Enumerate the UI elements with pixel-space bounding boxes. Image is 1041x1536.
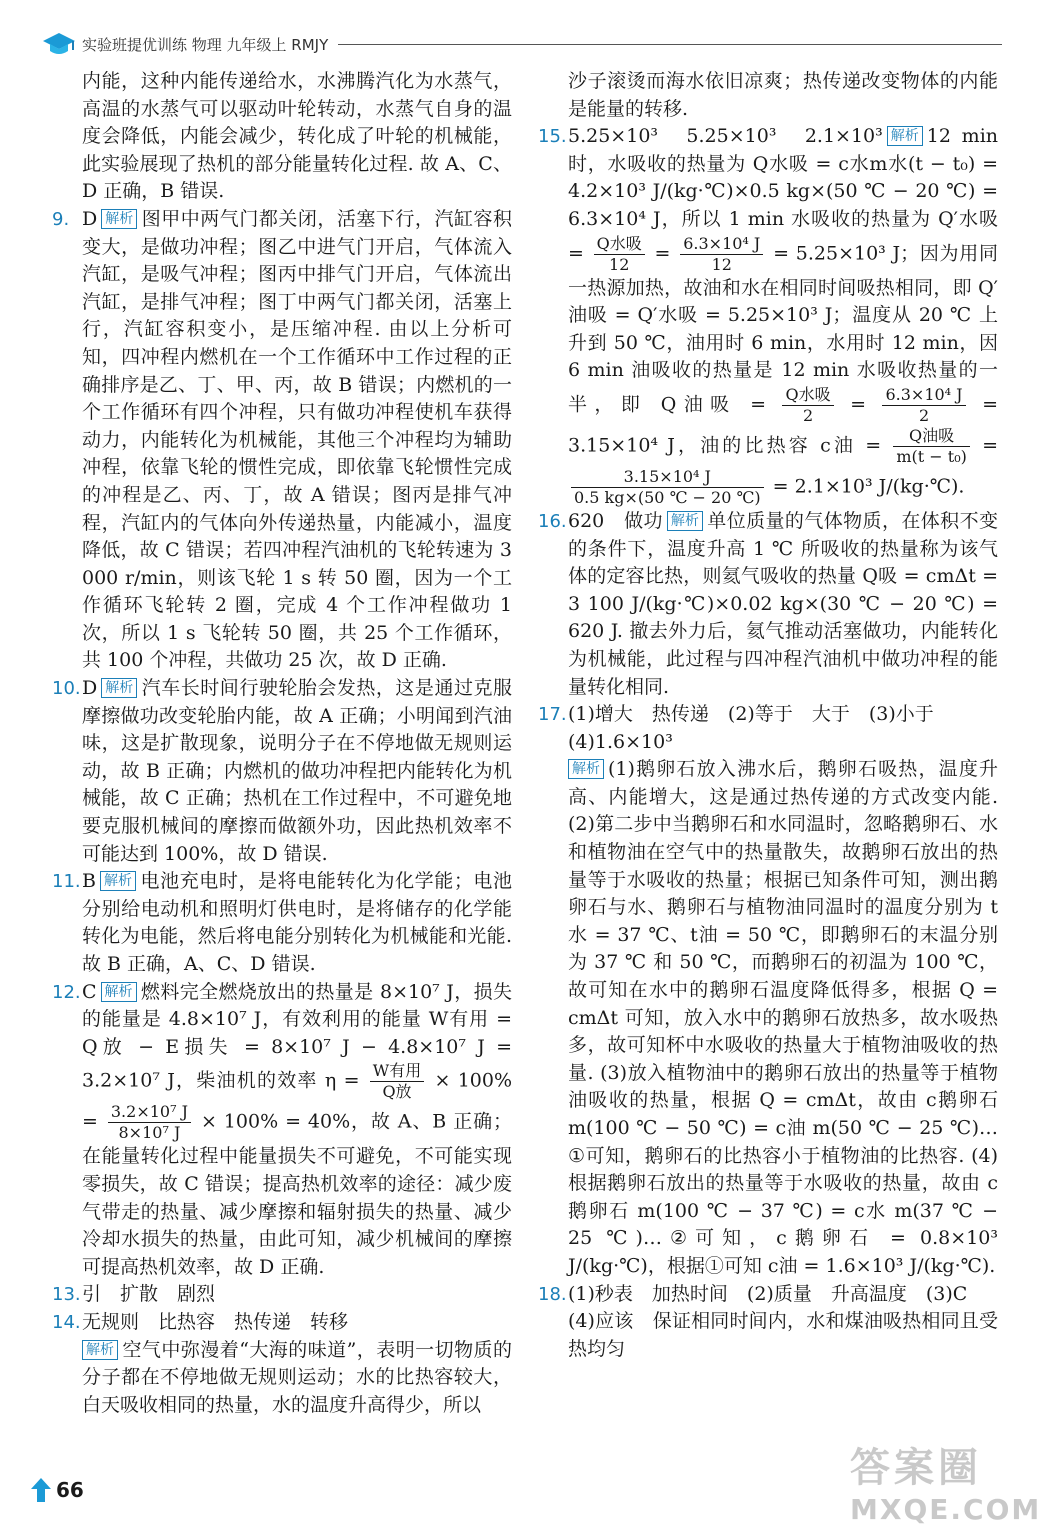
analysis-text: = 5.25×10³ J；因为用同一热源加热，故油和水在相同时间吸热相同，即 Q′油吸 = Q′水吸 = 5.25×10³ J；温度从 20 ℃ 上升到 50 ℃，油用时 6 min，水用时 12 min，因 6 min 油吸收的热量是 12 min 水吸收热量的一半，即 Q油吸 = [568,242,998,416]
answer-item-15 [538,123,998,508]
analysis-text: 空气中弥漫着“大海的味道”，表明一切物质的分子都在不停地做无规则运动；水的比热容较大，白天吸收相同的热量，水的温度升高得少，所以 [82,1338,512,1416]
item-number: 17. [538,704,567,726]
equals-sign: = [982,434,998,457]
analysis-text: = 3.15×10⁴ J，油的比热容 c油 = [568,393,998,457]
item-number: 14. [52,1311,81,1333]
answer-line: (1)秒表 加热时间 (2)质量 升高温度 (3)C [568,1282,968,1305]
answer: C [82,980,97,1003]
q8-continuation: 内能，这种内能传递给水，水沸腾汽化为水蒸气，高温的水蒸气可以驱动叶轮转动，水蒸气自身的温度会降低，内能会减少，转化成了叶轮的机械能，此实验展现了热机的部分能量转化过程. 故 A、C、D 正确，B 错误. [82,70,512,203]
analysis-text: 汽车长时间行驶轮胎会发热，这是通过克服摩擦做功改变轮胎内能，故 A 正确；小明闻到汽油味，这是扩散现象，说明分子在不停地做无规则运动，故 B 正确；内燃机的做功冲程把内能转化为机械能，故 C 正确；热机在工作过程中，不可避免地要克服机械间的摩擦而做额外功，因此热机效率不可能达到 100%，故 D 错误. [82,677,512,865]
item-number: 15. [538,126,567,148]
analysis-tag: 解析 [568,759,604,779]
analysis-tag: 解析 [101,982,137,1002]
answer-item-17 [538,701,998,1280]
watermark-url: MXQE.COM [850,1493,1041,1526]
analysis-text: (1)鹅卵石放入沸水后，鹅卵石吸热，温度升高、内能增大，这是通过热传递的方式改变内能. (2)第二步中当鹅卵石和水同温时，忽略鹅卵石、水和植物油在空气中的热量散失，故鹅卵石放出的热量等于水吸收的热量；根据已知条件可知，测出鹅卵石与水、鹅卵石与植物油同温时的温度分别为 t水 = 37 ℃、t油 = 50 ℃，即鹅卵石的末温分别为 37 ℃ 和 50 ℃，而鹅卵石的初温为 100 ℃，故可知在水中的鹅卵石温度降低得多，根据 Q = cmΔt 可知，放入水中的鹅卵石放热多，故水吸热多，故可知杯中水吸收的热量大于植物油吸收的热量. (3)放入植物油中的鹅卵石放出的热量等于植物油吸收的热量，根据 Q = cmΔt，故由 c鹅卵石 m(100 ℃ − 50 ℃) = c油 m(50 ℃ − 25 ℃)…①可知，鹅卵石的比热容小于植物油的比热容. (4)根据鹅卵石放出的热量等于水吸收的热量，故由 c鹅卵石 m(100 ℃ − 37 ℃) = c水 m(37 ℃ − 25 ℃)…②可知，c鹅卵石 = 0.8×10³ J/(kg·℃)，根据①可知 c油 = 1.6×10³ J/(kg·℃). [568,758,998,1277]
item-number: 12. [52,981,81,1003]
answer-item-12 [52,979,512,1282]
analysis-text: 单位质量的气体物质，在体积不变的条件下，温度升高 1 ℃ 所吸收的热量称为该气体的定容比热，则氦气吸收的热量 Q吸 = cmΔt = 3 100 J/(kg·℃)×0.02 kg×(30 ℃ − 20 ℃) = 620 J. 撤去外力后，氦气推动活塞做功，内能转化为机械能，此过程与四冲程汽油机中做功冲程的能量转化相同. [568,509,998,698]
equals-sign: = [850,393,866,416]
page-number-text: 66 [56,1478,84,1502]
fraction: $\frac{\text{Q油吸}}{\text{m(t − t₀)}}$ [893,426,970,467]
analysis-tag: 解析 [101,209,137,229]
answer-item-13 [52,1281,512,1309]
watermark-logo [850,1436,1041,1531]
analysis-tag: 解析 [82,1340,118,1360]
answer: 无规则 比热容 热传递 转移 [82,1310,349,1333]
answer-item-11 [52,868,512,978]
page-number [30,1474,84,1506]
answer-item-10 [52,675,512,868]
item-number: 9. [52,208,70,230]
analysis-tag: 解析 [667,511,703,531]
analysis-text: 图甲中两气门都关闭，活塞下行，汽缸容积变大，是做功冲程；图乙中进气门开启，气体流入汽缸，是吸气冲程；图丙中排气门开启，气体流出汽缸，是排气冲程；图丁中两气门都关闭，活塞上行，汽缸容积变小，是压缩冲程. 由以上分析可知，四冲程内燃机在一个工作循环中工作过程的正确排序是乙、丁、甲、丙，故 B 错误；内燃机的一个工作循环有四个冲程，只有做功冲程使机车获得动力，内能转化为机械能，其他三个冲程均为辅助冲程，依靠飞轮的惯性完成，即依靠飞轮惯性完成的冲程是乙、丙、丁，故 A 错误；图丙是排气冲程，汽缸内的气体向外传递热量，内能减小，温度降低，故 C 错误；若四冲程汽油机的飞轮转速为 3 000 r/min，则该飞轮 1 s 转 50 圈，因为一个工作循环飞轮转 2 圈，完成 4 个工作冲程做功 1 次，所以 1 s 飞轮转 50 圈，共 25 个工作循环，共 100 个冲程，共做功 25 次，故 D 正确. [82,207,512,672]
fraction: $\frac{\text{Q水吸}}{2}$ [782,385,833,426]
analysis-text: 12 min 时，水吸收的热量为 Q水吸 = c水m水(t − t₀) = 4.2×10³ J/(kg·℃)×0.5 kg×(50 ℃ − 20 ℃) = 6.3×10⁴ J，所以 1 min 水吸收的热量为 Q′水吸 = [568,125,999,265]
answer: 5.25×10³ 5.25×10³ 2.1×10³ [568,125,883,148]
efficiency-value-fraction: $\frac{\text{3.2×10⁷ J}}{\text{8×10⁷ J}}$ [108,1102,191,1143]
header-title: 实验班提优训练 物理 九年级上 RMJY [82,35,329,54]
left-column [52,68,512,1419]
fraction: $\frac{\text{Q水吸}}{12}$ [594,234,645,275]
analysis-text: = 2.1×10³ J/(kg·℃). [772,475,965,498]
item-number: 18. [538,1283,567,1305]
answer-item-9 [52,206,512,675]
analysis-text: 燃料完全燃烧放出的热量是 8×10⁷ J，损失的能量是 4.8×10⁷ J，有效利用的能量 W有用 = Q放 − E损失 = 8×10⁷ J − 4.8×10⁷ J = 3.2×10⁷ J，柴油机的效率 η = [82,980,512,1092]
item-number: 10. [52,678,81,700]
answer-item-14 [52,1309,512,1419]
analysis-tag: 解析 [101,678,137,698]
answer: 引 扩散 剧烈 [82,1283,216,1306]
item-number: 11. [52,871,81,893]
answer: D [82,677,98,700]
answer: (1)增大 热传递 (2)等于 大于 (3)小于 [568,703,934,726]
page-header [42,28,1002,60]
formula-text: × 100% = [82,1069,513,1133]
answer-item-16 [538,508,998,701]
q14-continuation: 沙子滚烫而海水依旧凉爽；热传递改变物体的内能是能量的转移. [568,70,998,120]
arrow-up-icon [30,1477,52,1503]
fraction: $\frac{\text{3.15×10⁴ J}}{0.5 kg\times(50 ℃ - 20 ℃)}$ [571,467,764,508]
equals-sign: = [654,242,671,265]
answer-item-18 [538,1281,998,1364]
fraction: $\frac{\text{6.3×10⁴ J}}{12}$ [680,234,763,275]
right-column [538,68,998,1363]
item-number: 13. [52,1284,81,1306]
header-divider [338,44,1002,45]
item-number: 16. [538,510,567,532]
watermark-text: 答案圈 [850,1445,982,1491]
analysis-tag: 解析 [887,126,923,146]
analysis-text: 电池充电时，是将电能转化为化学能；电池分别给电动机和照明灯供电时，是将储存的化学能转化为电能，然后将电能分别转化为机械能和光能. 故 B 正确，A、C、D 错误. [82,870,512,975]
analysis-tag: 解析 [100,871,136,891]
fraction: $\frac{\text{6.3×10⁴ J}}{2}$ [882,385,965,426]
answer: 620 做功 [568,509,663,532]
efficiency-fraction: $\frac{\text{W有用}}{\text{Q放}}$ [370,1061,424,1102]
graduation-cap-icon [42,30,76,58]
answer: D [82,207,98,230]
answer: B [82,870,96,893]
analysis-text: × 100% = 40%，故 A、B 正确；在能量转化过程中能量损失不可避免，不可能实现零损失，故 C 错误；提高热机效率的途径：减少废气带走的热量、减少摩擦和辐射损失的热量、减少冷却水损失的热量，由此可知，减少机械间的摩擦可提高热机效率，故 D 正确. [82,1110,513,1278]
answer-line: (4)应该 保证相同时间内，水和煤油吸热相同且受热均匀 [568,1310,998,1360]
answer-part-4: (4)1.6×10³ [568,730,673,753]
